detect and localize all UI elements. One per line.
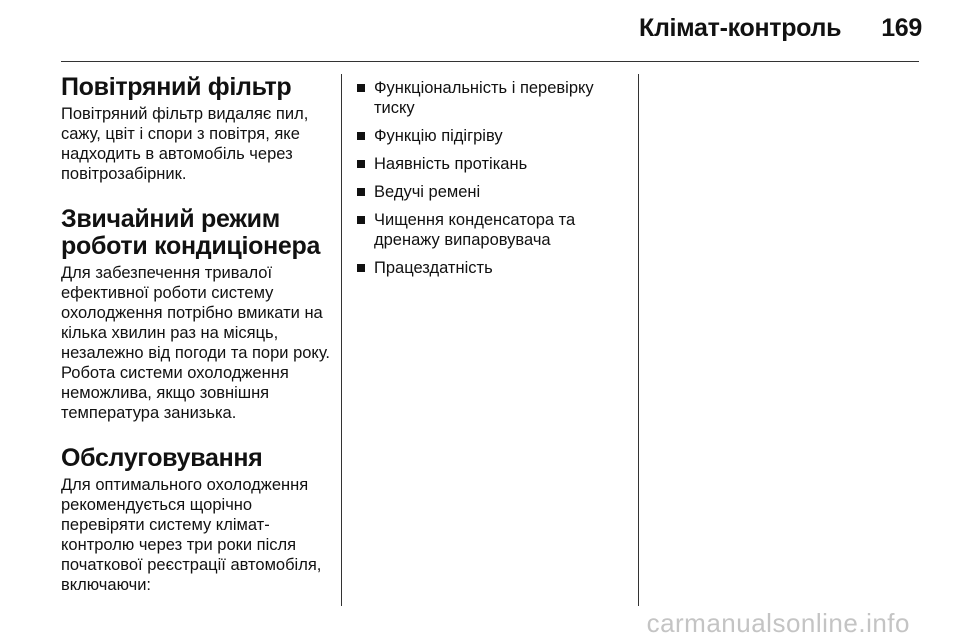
square-bullet-icon xyxy=(357,188,365,196)
heading-service: Обслуговування xyxy=(61,444,263,472)
section-title: Клімат-контроль xyxy=(638,14,842,42)
list-item xyxy=(357,126,627,146)
column-middle xyxy=(357,78,627,286)
page-number: 169 xyxy=(881,14,922,42)
square-bullet-icon xyxy=(357,84,365,92)
service-checklist xyxy=(357,78,627,278)
square-bullet-icon xyxy=(357,216,365,224)
watermark: carmanualsonline.info xyxy=(646,608,910,638)
list-item xyxy=(357,258,627,278)
column-divider-left xyxy=(341,74,342,606)
page-header xyxy=(639,14,922,43)
paragraph-service: Для оптимального охолодження рекомендується щорічно перевіряти систему клімат-контролю через три роки після початкової реєстрації автомобіля, включаючи: xyxy=(61,476,322,594)
list-item xyxy=(357,182,627,202)
list-item xyxy=(357,78,627,118)
heading-normal-operation: Звичайний режим роботи кондиціонера xyxy=(61,205,321,260)
list-item-text: Функціональність і перевірку тиску xyxy=(374,79,594,117)
square-bullet-icon xyxy=(357,160,365,168)
square-bullet-icon xyxy=(357,132,365,140)
list-item-text: Функцію підігріву xyxy=(374,127,503,145)
list-item-text: Працездатність xyxy=(374,259,493,277)
heading-air-filter: Повітряний фільтр xyxy=(61,73,292,101)
list-item-text: Чищення конденсатора та дренажу випаровувача xyxy=(374,211,576,249)
header-rule xyxy=(61,61,919,62)
column-divider-right xyxy=(638,74,639,606)
list-item-text: Наявність протікань xyxy=(374,155,528,173)
column-left xyxy=(61,74,333,595)
square-bullet-icon xyxy=(357,264,365,272)
list-item xyxy=(357,154,627,174)
list-item-text: Ведучі ремені xyxy=(374,183,481,201)
paragraph-normal-operation: Для забезпечення тривалої ефективної роботи систему охолодження потрібно вмикати на кілька хвилин раз на місяць, незалежно від погоди та пори року. Робота системи охолодження неможлива, якщо зовнішня температура занизька. xyxy=(61,264,331,422)
list-item xyxy=(357,210,627,250)
paragraph-air-filter: Повітряний фільтр видаляє пил, сажу, цвіт і спори з повітря, яке надходить в автомобіль через повітрозабірник. xyxy=(61,105,309,183)
